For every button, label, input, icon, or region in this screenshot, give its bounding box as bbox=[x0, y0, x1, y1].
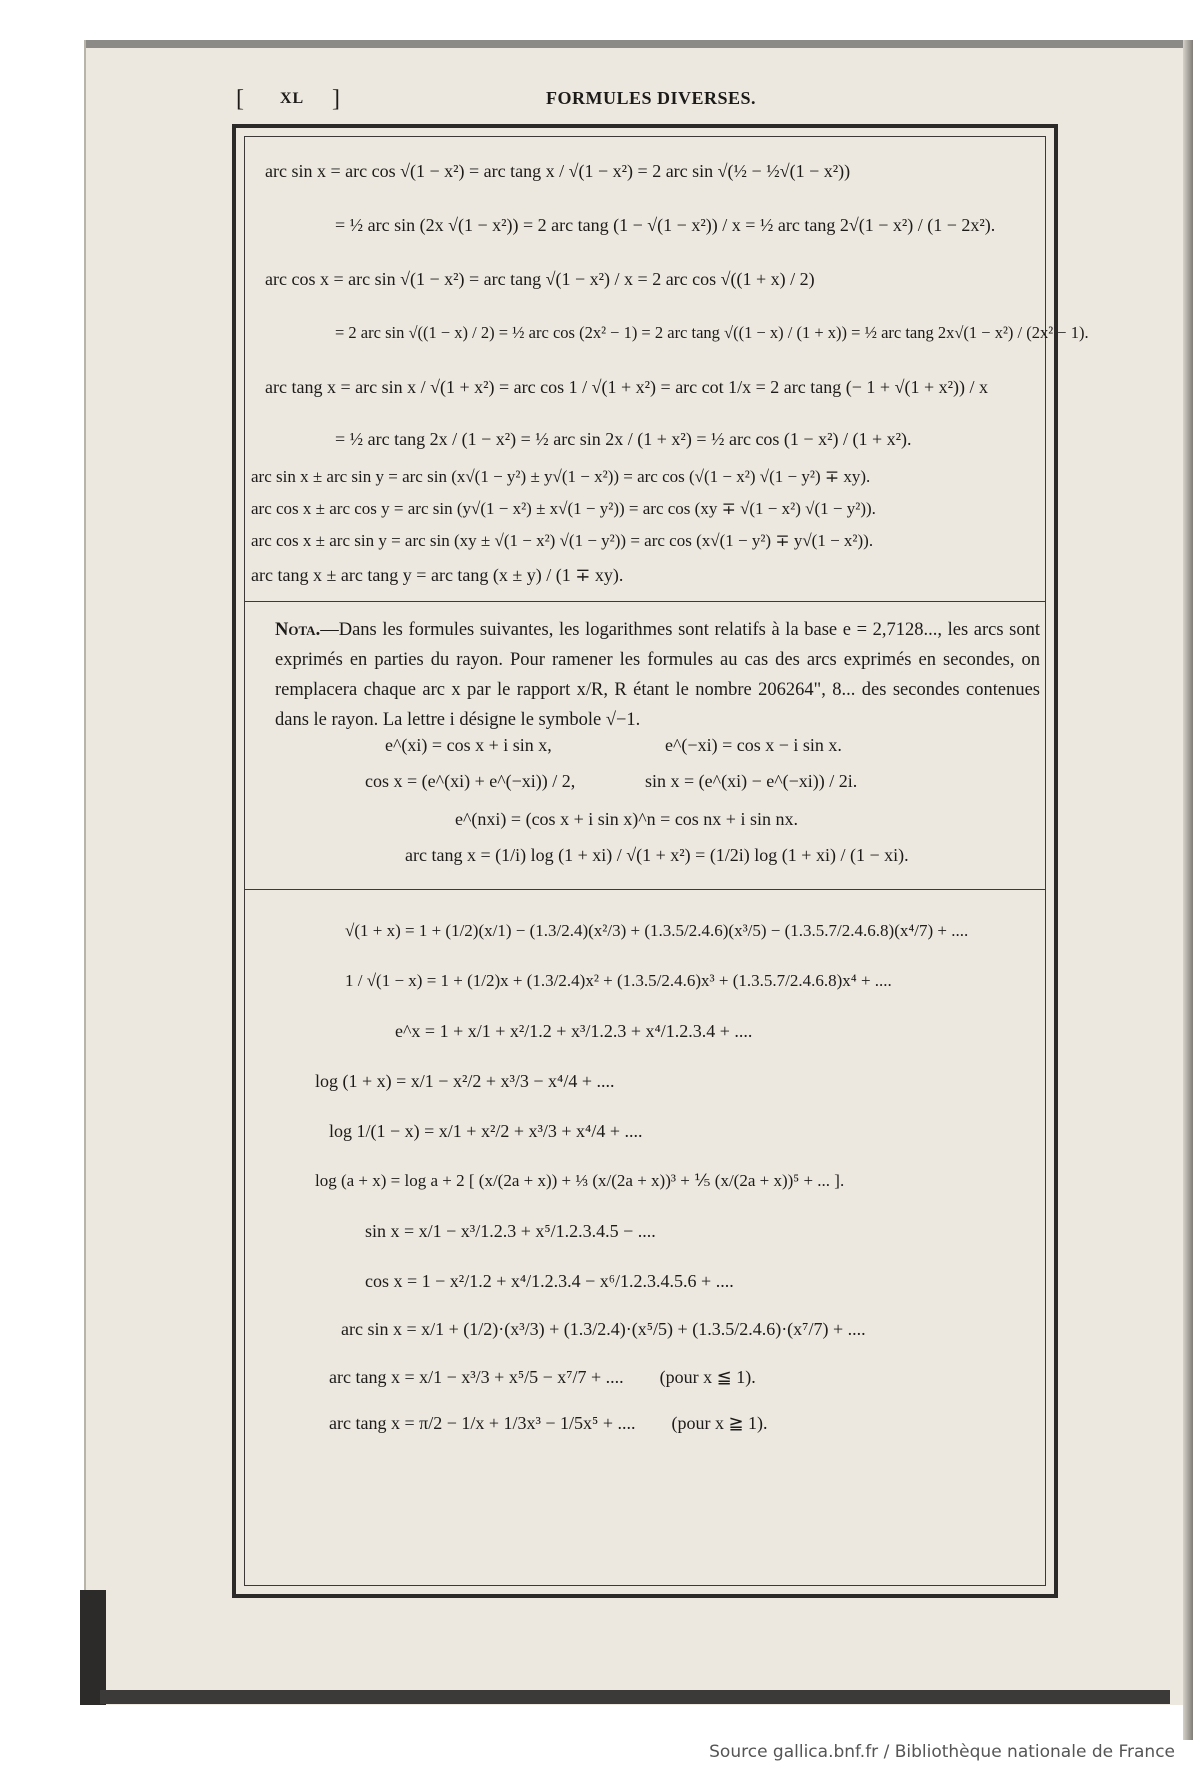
nota-paragraph bbox=[275, 615, 1040, 735]
formula-line: sin x = (e^(xi) − e^(−xi)) / 2i. bbox=[645, 771, 858, 791]
series-line: arc tang x = x/1 − x³/3 + x⁵/5 − x⁷/7 + .... (pour x ≦ 1). bbox=[329, 1367, 756, 1387]
section-divider bbox=[245, 889, 1045, 890]
series-line: cos x = 1 − x²/1.2 + x⁴/1.2.3.4 − x⁶/1.2.3.4.5.6 + .... bbox=[365, 1271, 734, 1291]
formula-line: e^(−xi) = cos x − i sin x. bbox=[665, 735, 842, 755]
header-bracket-left: [ bbox=[236, 86, 245, 112]
formula-line: arc tang x = arc sin x / √(1 + x²) = arc cos 1 / √(1 + x²) = arc cot 1/x = 2 arc tang (− 1 + √(1 + x²)) / x bbox=[265, 377, 988, 397]
formula-line: arc sin x ± arc sin y = arc sin (x√(1 − y²) ± y√(1 − x²)) = arc cos (√(1 − x²) √(1 − y²) ∓ xy). bbox=[251, 467, 871, 486]
formula-line: = ½ arc tang 2x / (1 − x²) = ½ arc sin 2x / (1 + x²) = ½ arc cos (1 − x²) / (1 + x²). bbox=[335, 429, 912, 449]
page-shadow bbox=[80, 1590, 106, 1705]
formula-line: e^(xi) = cos x + i sin x, bbox=[385, 735, 552, 755]
formula-line: arc cos x ± arc sin y = arc sin (xy ± √(1 − x²) √(1 − y²)) = arc cos (x√(1 − y²) ∓ y√(1 − x²)). bbox=[251, 531, 874, 550]
series-line: log (1 + x) = x/1 − x²/2 + x³/3 − x⁴/4 + .... bbox=[315, 1071, 615, 1091]
formula-line: = 2 arc sin √((1 − x) / 2) = ½ arc cos (2x² − 1) = 2 arc tang √((1 − x) / (1 + x)) = ½ arc tang 2x√(1 − x²) / (2x² − 1). bbox=[335, 323, 1089, 342]
formula-line: arc tang x = (1/i) log (1 + xi) / √(1 + x²) = (1/2i) log (1 + xi) / (1 − xi). bbox=[405, 845, 909, 865]
series-line: log 1/(1 − x) = x/1 + x²/2 + x³/3 + x⁴/4 + .... bbox=[329, 1121, 643, 1141]
formula-line: cos x = (e^(xi) + e^(−xi)) / 2, bbox=[365, 771, 576, 791]
formula-line: arc sin x = arc cos √(1 − x²) = arc tang x / √(1 − x²) = 2 arc sin √(½ − ½√(1 − x²)) bbox=[265, 161, 851, 181]
formula-line: e^(nxi) = (cos x + i sin x)^n = cos nx + i sin nx. bbox=[455, 809, 798, 829]
header-bracket-right: ] bbox=[332, 86, 341, 112]
series-line: arc sin x = x/1 + (1/2)·(x³/3) + (1.3/2.4)·(x⁵/5) + (1.3.5/2.4.6)·(x⁷/7) + .... bbox=[341, 1319, 866, 1339]
formula-line: arc cos x = arc sin √(1 − x²) = arc tang √(1 − x²) / x = 2 arc cos √((1 + x) / 2) bbox=[265, 269, 815, 289]
series-line: log (a + x) = log a + 2 [ (x/(2a + x)) + ⅓ (x/(2a + x))³ + ⅕ (x/(2a + x))⁵ + ... ]. bbox=[315, 1171, 845, 1190]
formula-frame bbox=[232, 124, 1089, 1598]
page-number: XL bbox=[280, 90, 305, 107]
series-line: e^x = 1 + x/1 + x²/1.2 + x³/1.2.3 + x⁴/1.2.3.4 + .... bbox=[395, 1021, 753, 1041]
formula-line: = ½ arc sin (2x √(1 − x²)) = 2 arc tang (1 − √(1 − x²)) / x = ½ arc tang 2√(1 − x²) / (1 − 2x²). bbox=[335, 215, 996, 235]
section-divider bbox=[245, 601, 1045, 602]
formula-frame-inner bbox=[244, 136, 1089, 1586]
series-line: √(1 + x) = 1 + (1/2)(x/1) − (1.3/2.4)(x²/3) + (1.3.5/2.4.6)(x³/5) − (1.3.5.7/2.4.6.8)(x⁴/7) + .... bbox=[345, 921, 969, 940]
page-edge bbox=[1183, 40, 1193, 1740]
page-title: FORMULES DIVERSES. bbox=[546, 88, 757, 108]
page-shadow-bottom bbox=[100, 1690, 1170, 1704]
nota-text: —Dans les formules suivantes, les logarithmes sont relatifs à la base e = 2,7128..., les arcs sont exprimés en parties du rayon. Pour ramener les formules au cas des arcs exprimés en secondes, on remplacera chaque arc x par le rapport x/R, R étant le nombre 206264", 8... des secondes contenues dans le rayon. La lettre i désigne le symbole √−1. bbox=[275, 620, 1040, 730]
series-line: sin x = x/1 − x³/1.2.3 + x⁵/1.2.3.4.5 − .... bbox=[365, 1221, 656, 1241]
series-line: 1 / √(1 − x) = 1 + (1/2)x + (1.3/2.4)x² + (1.3.5/2.4.6)x³ + (1.3.5.7/2.4.6.8)x⁴ + .... bbox=[345, 971, 892, 990]
formula-line: arc cos x ± arc cos y = arc sin (y√(1 − x²) ± x√(1 − y²)) = arc cos (xy ∓ √(1 − x²) √(1 − y²)). bbox=[251, 499, 876, 518]
source-attribution: Source gallica.bnf.fr / Bibliothèque nationale de France bbox=[709, 1742, 1175, 1762]
nota-label: Nota. bbox=[275, 620, 321, 640]
page-header bbox=[236, 86, 1056, 116]
series-line: arc tang x = π/2 − 1/x + 1/3x³ − 1/5x⁵ + .... (pour x ≧ 1). bbox=[329, 1413, 768, 1433]
formula-line: arc tang x ± arc tang y = arc tang (x ± y) / (1 ∓ xy). bbox=[251, 565, 624, 585]
